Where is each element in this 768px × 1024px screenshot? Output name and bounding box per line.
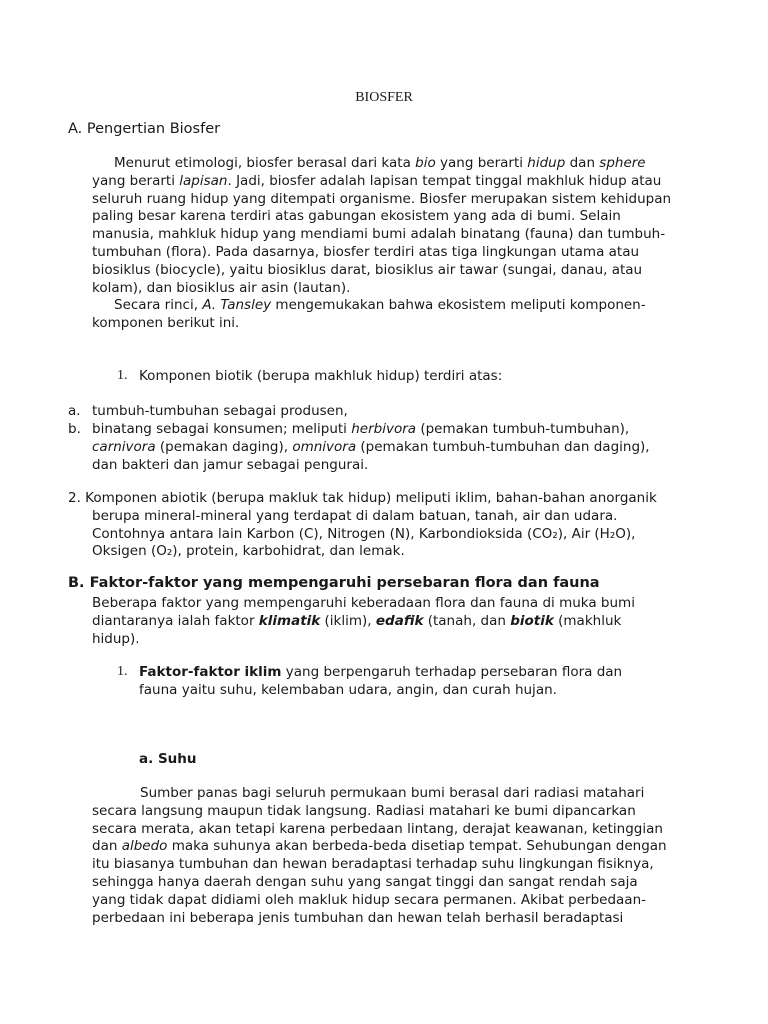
- paragraph-line: biosiklus (biocycle), yaitu biosiklus darat, biosiklus air tawar (sungai, danau, atau: [92, 261, 643, 278]
- text-span: dan: [565, 155, 600, 171]
- text-span: Oksigen (O: [92, 543, 167, 560]
- paragraph-line: dan bakteri dan jamur sebagai pengurai.: [92, 456, 369, 473]
- text-span: O),: [615, 525, 636, 542]
- paragraph-line: [68, 543, 657, 561]
- italic-term: omnivora: [292, 438, 357, 455]
- sub-list-item-text: tumbuh-tumbuhan sebagai produsen,: [92, 403, 348, 419]
- italic-term: herbivora: [351, 421, 417, 437]
- paragraph-line: hidup).: [92, 630, 140, 647]
- paragraph-line: kolam), dan biosiklus air asin (lautan).: [92, 279, 351, 296]
- text-span: (iklim),: [320, 612, 376, 629]
- text-span: yang berarti: [435, 155, 528, 171]
- subscript: ₂: [609, 525, 616, 542]
- bold-italic-term: klimatik: [258, 612, 321, 629]
- paragraph-line: yang tidak dapat didiami oleh makluk hidup secara permanen. Akibat perbedaan-: [92, 891, 646, 908]
- text-span: (tanah, dan: [423, 612, 511, 629]
- section-b-heading: B. Faktor-faktor yang mempengaruhi persebaran flora dan fauna: [68, 575, 600, 591]
- paragraph-line: perbedaan ini beberapa jenis tumbuhan dan hewan telah berhasil beradaptasi: [92, 909, 624, 926]
- text-span: binatang sebagai konsumen; meliputi: [92, 421, 352, 437]
- italic-term: sphere: [599, 155, 646, 171]
- paragraph-line: [92, 297, 646, 315]
- text-span: Secara rinci,: [114, 297, 203, 313]
- sub-list-item-b: [92, 421, 650, 474]
- paragraph-line: [92, 439, 650, 457]
- section-a-paragraph-1: [92, 155, 671, 297]
- paragraph-line: Beberapa faktor yang mempengaruhi keberadaan flora dan fauna di muka bumi: [92, 595, 635, 611]
- paragraph-line: secara merata, akan tetapi karena perbedaan lintang, derajat keawanan, ketinggian: [92, 820, 663, 837]
- text-span: Menurut etimologi, biosfer berasal dari kata: [114, 155, 416, 171]
- list-number: 1.: [117, 664, 128, 679]
- paragraph-line: [92, 173, 671, 191]
- sub-list-label: b.: [68, 421, 81, 437]
- paragraph-line: [92, 155, 671, 173]
- section-b-list-item-1: [139, 664, 622, 700]
- text-span: ), protein, karbohidrat, dan lemak.: [172, 543, 405, 560]
- paragraph-line: komponen berikut ini.: [92, 314, 240, 331]
- paragraph-line: secara langsung maupun tidak langsung. Radiasi matahari ke bumi dipancarkan: [92, 802, 636, 819]
- paragraph-line: [68, 526, 657, 544]
- suhu-paragraph: [92, 785, 667, 927]
- text-span: maka suhunya akan berbeda-beda disetiap tempat. Sehubungan dengan: [167, 838, 667, 855]
- section-a-paragraph-2: [92, 297, 646, 333]
- subscript: ₂: [166, 543, 173, 560]
- bold-term: Faktor-faktor iklim: [139, 664, 282, 680]
- paragraph-line: berupa mineral-mineral yang terdapat di dalam batuan, tanah, air dan udara.: [92, 507, 618, 524]
- paragraph-line: Sumber panas bagi seluruh permukaan bumi berasal dari radiasi matahari: [140, 785, 645, 801]
- text-span: yang berpengaruh terhadap persebaran flora dan: [281, 664, 623, 680]
- subsection-heading-suhu: a. Suhu: [139, 751, 197, 767]
- list-item-2: [68, 490, 657, 561]
- text-span: (pemakan daging),: [155, 438, 293, 455]
- text-span: (makhluk: [553, 612, 622, 629]
- paragraph-line: fauna yaitu suhu, kelembaban udara, angin, dan curah hujan.: [139, 681, 557, 698]
- paragraph-line: seluruh ruang hidup yang ditempati organisme. Biosfer merupakan sistem kehidupan: [92, 190, 672, 207]
- list-item-text: Komponen biotik (berupa makhluk hidup) terdiri atas:: [139, 368, 503, 384]
- text-span: mengemukakan bahwa ekosistem meliputi komponen-: [271, 297, 646, 313]
- text-span: (pemakan tumbuh-tumbuhan),: [416, 421, 630, 437]
- italic-term: hidup: [527, 155, 566, 171]
- sub-list-label: a.: [68, 403, 81, 419]
- paragraph-line: [92, 838, 667, 856]
- paragraph-line: 2. Komponen abiotik (berupa makluk tak hidup) meliputi iklim, bahan-bahan anorganik: [68, 490, 657, 506]
- paragraph-line: [139, 664, 622, 682]
- bold-italic-term: edafik: [375, 612, 424, 629]
- text-span: . Jadi, biosfer adalah lapisan tempat tinggal makhluk hidup atau: [227, 172, 662, 189]
- paragraph-line: paling besar karena terdiri atas gabungan ekosistem yang ada di bumi. Selain: [92, 208, 621, 225]
- text-span: Contohnya antara lain Karbon (C), Nitrogen (N), Karbondioksida (CO: [92, 525, 553, 542]
- italic-term: bio: [415, 155, 436, 171]
- bold-italic-term: biotik: [510, 612, 554, 629]
- list-number: 1.: [117, 368, 128, 383]
- italic-term: A. Tansley: [202, 297, 272, 313]
- italic-term: albedo: [121, 838, 168, 855]
- italic-term: carnivora: [92, 438, 156, 455]
- page-title: BIOSFER: [355, 90, 413, 105]
- section-a-heading: A. Pengertian Biosfer: [68, 121, 221, 137]
- paragraph-line: itu biasanya tumbuhan dan hewan beradaptasi terhadap suhu lingkungan fisiknya,: [92, 856, 654, 873]
- text-span: yang berarti: [92, 172, 180, 189]
- paragraph-line: tumbuhan (flora). Pada dasarnya, biosfer terdiri atas tiga lingkungan utama atau: [92, 243, 640, 260]
- text-span: diantaranya ialah faktor: [92, 612, 259, 629]
- paragraph-line: sehingga hanya daerah dengan suhu yang sangat tinggi dan sangat rendah saja: [92, 873, 638, 890]
- section-b-paragraph-1: [92, 595, 635, 648]
- italic-term: lapisan: [179, 172, 228, 189]
- paragraph-line: [92, 613, 635, 631]
- text-span: ), Air (H: [557, 525, 610, 542]
- paragraph-line: [92, 421, 650, 439]
- paragraph-line: manusia, mahkluk hidup yang mendiami bumi adalah binatang (fauna) dan tumbuh-: [92, 226, 666, 243]
- text-span: (pemakan tumbuh-tumbuhan dan daging),: [356, 438, 650, 455]
- text-span: dan: [92, 838, 122, 855]
- subscript: ₂: [552, 525, 558, 542]
